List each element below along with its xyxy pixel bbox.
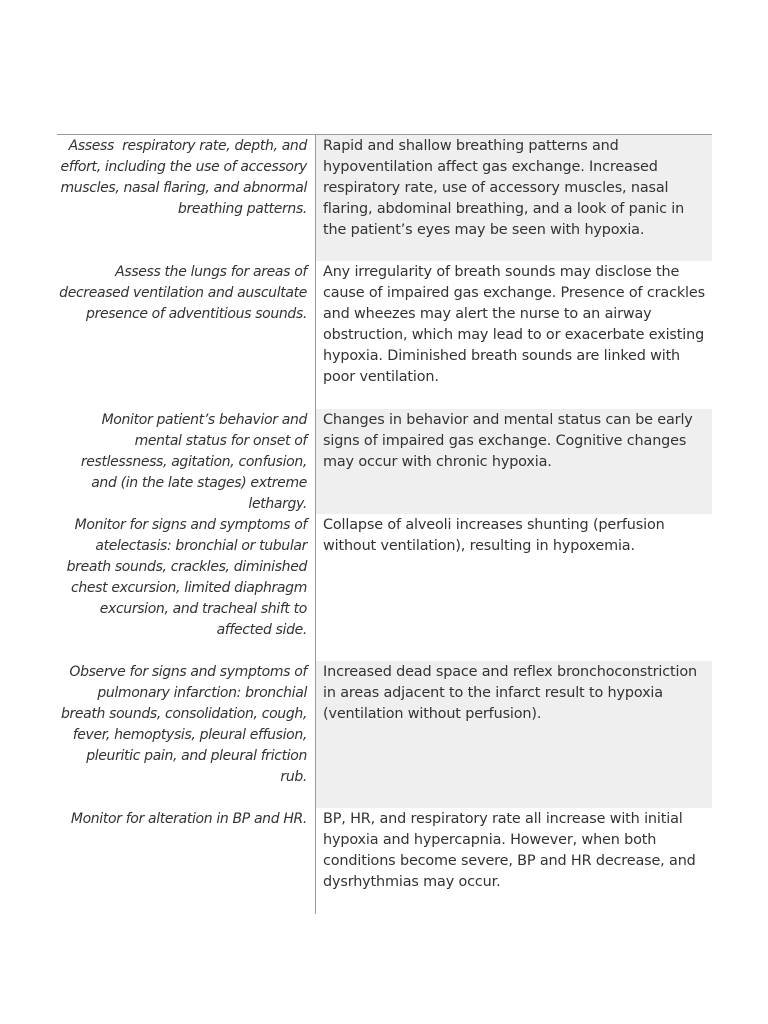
intervention-cell: Assess the lungs for areas of decreased ventilation and auscultate presence of adventitious sounds. xyxy=(57,261,316,409)
table-row xyxy=(57,808,712,914)
rationale-cell: BP, HR, and respiratory rate all increase with initial hypoxia and hypercapnia. However, when both conditions become severe, BP and HR decrease, and dysrhythmias may occur. xyxy=(323,811,696,890)
care-plan-table xyxy=(57,134,712,914)
table-row xyxy=(57,514,712,661)
rationale-cell: Rapid and shallow breathing patterns and hypoventilation affect gas exchange. Increased respiratory rate, use of accessory muscles, nasal flaring, abdominal breathing, and a look of panic in the patient’s eyes may be seen with hypoxia. xyxy=(316,135,712,261)
rationale-cell: Collapse of alveoli increases shunting (perfusion without ventilation), resulting in hypoxemia. xyxy=(323,517,665,554)
rationale-cell: Any irregularity of breath sounds may disclose the cause of impaired gas exchange. Presence of crackles and wheezes may alert the nurse to an airway obstruction, which may lead to or exacerbate existing hypoxia. Diminished breath sounds are linked with poor ventilation. xyxy=(323,264,705,385)
table-row xyxy=(57,261,712,409)
intervention-cell: Assess respiratory rate, depth, and effort, including the use of accessory muscles, nasal flaring, and abnormal breathing patterns. xyxy=(57,135,316,261)
intervention-cell: Monitor for signs and symptoms of atelectasis: bronchial or tubular breath sounds, crackles, diminished chest excursion, limited diaphragm excursion, and tracheal shift to affected side. xyxy=(57,514,316,661)
table-row xyxy=(57,661,712,808)
intervention-cell: Monitor patient’s behavior and mental status for onset of restlessness, agitation, confusion, and (in the late stages) extreme lethargy. xyxy=(57,409,316,514)
intervention-cell: Observe for signs and symptoms of pulmonary infarction: bronchial breath sounds, consolidation, cough, fever, hemoptysis, pleural effusion, pleuritic pain, and pleural friction rub. xyxy=(57,661,316,808)
rationale-cell: Increased dead space and reflex bronchoconstriction in areas adjacent to the infarct result to hypoxia (ventilation without perfusion). xyxy=(316,661,712,808)
table-row xyxy=(57,135,712,261)
table-row xyxy=(57,409,712,514)
intervention-cell: Monitor for alteration in BP and HR. xyxy=(57,808,316,914)
rationale-cell: Changes in behavior and mental status can be early signs of impaired gas exchange. Cognitive changes may occur with chronic hypoxia. xyxy=(316,409,712,514)
